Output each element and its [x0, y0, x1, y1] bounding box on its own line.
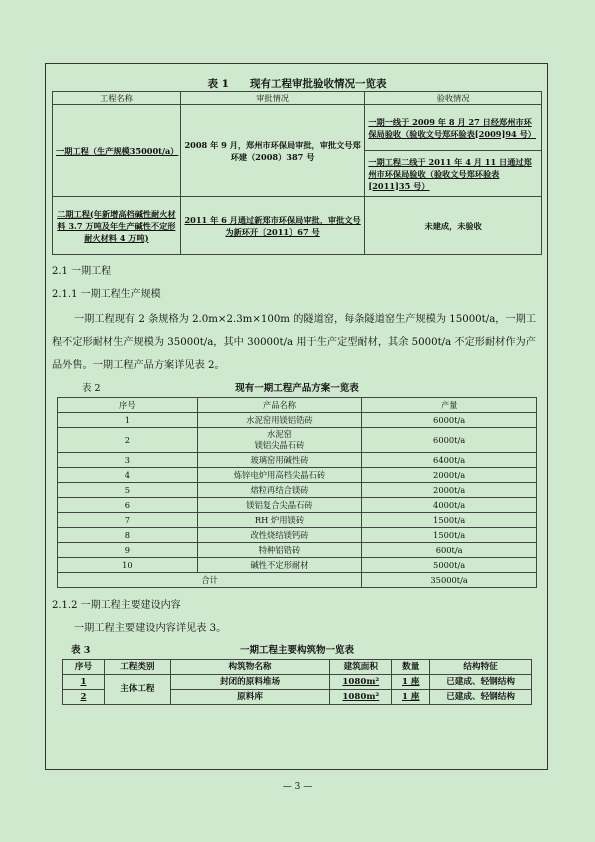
cell: 6 [58, 498, 198, 513]
table-row [58, 543, 537, 558]
table2-header: 序号 [58, 398, 198, 413]
cell: 镁铝复合尖晶石砖 [197, 498, 362, 513]
cell: 1080m² [330, 690, 392, 705]
cell: 6400t/a [362, 453, 537, 468]
cell: 2000t/a [362, 483, 537, 498]
cell: 600t/a [362, 543, 537, 558]
section-heading: 2.1 一期工程 [52, 266, 112, 277]
table1-cell-name: 一期工程（生产规模35000t/a） [53, 105, 181, 197]
table3-header: 结构特征 [430, 660, 532, 675]
cell: 熔粒再结合镁砖 [197, 483, 362, 498]
table1-header-row [53, 92, 542, 105]
table2-header: 产量 [362, 398, 537, 413]
cell: 改性烧结镁钙砖 [197, 528, 362, 543]
table2-header-row [58, 398, 537, 413]
table2-header: 产品名称 [197, 398, 362, 413]
table3-header-row [63, 660, 532, 675]
section-heading: 2.1.1 一期工程生产规模 [52, 289, 161, 300]
table3-title: 一期工程主要构筑物一览表 [239, 645, 354, 656]
cell: 1500t/a [362, 513, 537, 528]
cell: 10 [58, 558, 198, 573]
table1 [52, 91, 542, 255]
table-row [58, 453, 537, 468]
table1-cell-name: 二期工程(年新增高档碱性耐火材料 3.7 万吨及年生产碱性不定形耐火材料 4 万吨) [53, 197, 181, 255]
cell: 5 [58, 483, 198, 498]
total-value: 35000t/a [362, 573, 537, 588]
table1-caption: 表 1 现有工程审批验收情况一览表 [207, 78, 387, 90]
table1-cell-acceptance: 未建成，未验收 [365, 197, 542, 255]
table2-total-row [58, 573, 537, 588]
cell: 1 座 [392, 675, 430, 690]
cell: 已建成、轻钢结构 [430, 675, 532, 690]
cell: 8 [58, 528, 198, 543]
table1-cell-approval: 2011 年 6 月通过新郑市环保局审批，审批文号为新环开〔2011〕67 号 [180, 197, 365, 255]
cell-line: 镁铝尖晶石砖 [254, 440, 305, 450]
table-row [58, 483, 537, 498]
cell: 2 [63, 690, 105, 705]
table-row [63, 675, 532, 690]
cell-line: 水泥窑 [267, 429, 292, 439]
table3-header: 序号 [63, 660, 105, 675]
cell: 3 [58, 453, 198, 468]
page-content [52, 64, 542, 705]
table-row [58, 558, 537, 573]
cell: 封闭的原料堆场 [170, 675, 330, 690]
cell: 1500t/a [362, 528, 537, 543]
table-row [58, 498, 537, 513]
cell: 水泥窑用镁铝锆砖 [197, 413, 362, 428]
table2-label: 表 2 [82, 383, 101, 394]
table-row [58, 513, 537, 528]
cell: 6000t/a [362, 413, 537, 428]
table2 [57, 397, 537, 588]
cell: 炼锌电炉用高档尖晶石砖 [197, 468, 362, 483]
cell: 原料库 [170, 690, 330, 705]
cell: 1 [63, 675, 105, 690]
table1-cell-approval: 2008 年 9 月，郑州市环保局审批，审批文号郑环建（2008）387 号 [180, 105, 365, 197]
cell [197, 428, 362, 453]
cell: 7 [58, 513, 198, 528]
table3-label: 表 3 [71, 645, 91, 656]
table2-caption [52, 381, 542, 397]
paragraph: 一期工程主要建设内容详见表 3。 [74, 623, 227, 634]
cell: 1 座 [392, 690, 430, 705]
cell: 6000t/a [362, 428, 537, 453]
page-number: — 3 — [282, 782, 313, 792]
table1-row [53, 197, 542, 255]
page-frame [45, 63, 548, 770]
table1-header: 验收情况 [365, 92, 542, 105]
table3-header: 建筑面积 [330, 660, 392, 675]
table3 [62, 659, 532, 705]
table3-header: 工程类别 [104, 660, 170, 675]
table2-title: 现有一期工程产品方案一览表 [235, 383, 359, 394]
category-cell: 主体工程 [104, 675, 170, 705]
cell: 特种铝锆砖 [197, 543, 362, 558]
cell: 1 [58, 413, 198, 428]
cell: 9 [58, 543, 198, 558]
cell: 1080m² [330, 675, 392, 690]
total-label: 合计 [58, 573, 362, 588]
cell: 2 [58, 428, 198, 453]
section-heading: 2.1.2 一期工程主要建设内容 [52, 600, 181, 611]
table-row [58, 468, 537, 483]
cell: 5000t/a [362, 558, 537, 573]
cell: RH 炉用镁砖 [197, 513, 362, 528]
cell: 2000t/a [362, 468, 537, 483]
table1-cell-acceptance: 一期工程二线于 2011 年 4 月 11 日通过郑州市环保局验收（验收文号郑环验表[2011]35 号） [365, 151, 542, 197]
table3-header: 数量 [392, 660, 430, 675]
cell: 4000t/a [362, 498, 537, 513]
cell: 玻璃窑用碱性砖 [197, 453, 362, 468]
table1-header: 审批情况 [180, 92, 365, 105]
table1-row [53, 105, 542, 151]
table1-cell-acceptance: 一期一线于 2009 年 8 月 27 日经郑州市环保局验收（验收文号郑环验表[2009]94 号） [365, 105, 542, 151]
cell: 碱性不定形耐材 [197, 558, 362, 573]
paragraph: 一期工程现有 2 条规格为 2.0m×2.3m×100m 的隧道窑，每条隧道窑生产规模为 15000t/a，一期工程不定形耐材生产规模为 35000t/a，其中 30000t/a 用于生产定型耐材，其余 5000t/a 不定形耐材作为产品外售。一期工程产品方案详见表 2。 [52, 314, 537, 371]
table1-header: 工程名称 [53, 92, 181, 105]
table-row [58, 413, 537, 428]
table3-header: 构筑物名称 [170, 660, 330, 675]
table-row [58, 428, 537, 453]
cell: 已建成、轻钢结构 [430, 690, 532, 705]
table-row [58, 528, 537, 543]
cell: 4 [58, 468, 198, 483]
table3-caption [52, 643, 542, 659]
